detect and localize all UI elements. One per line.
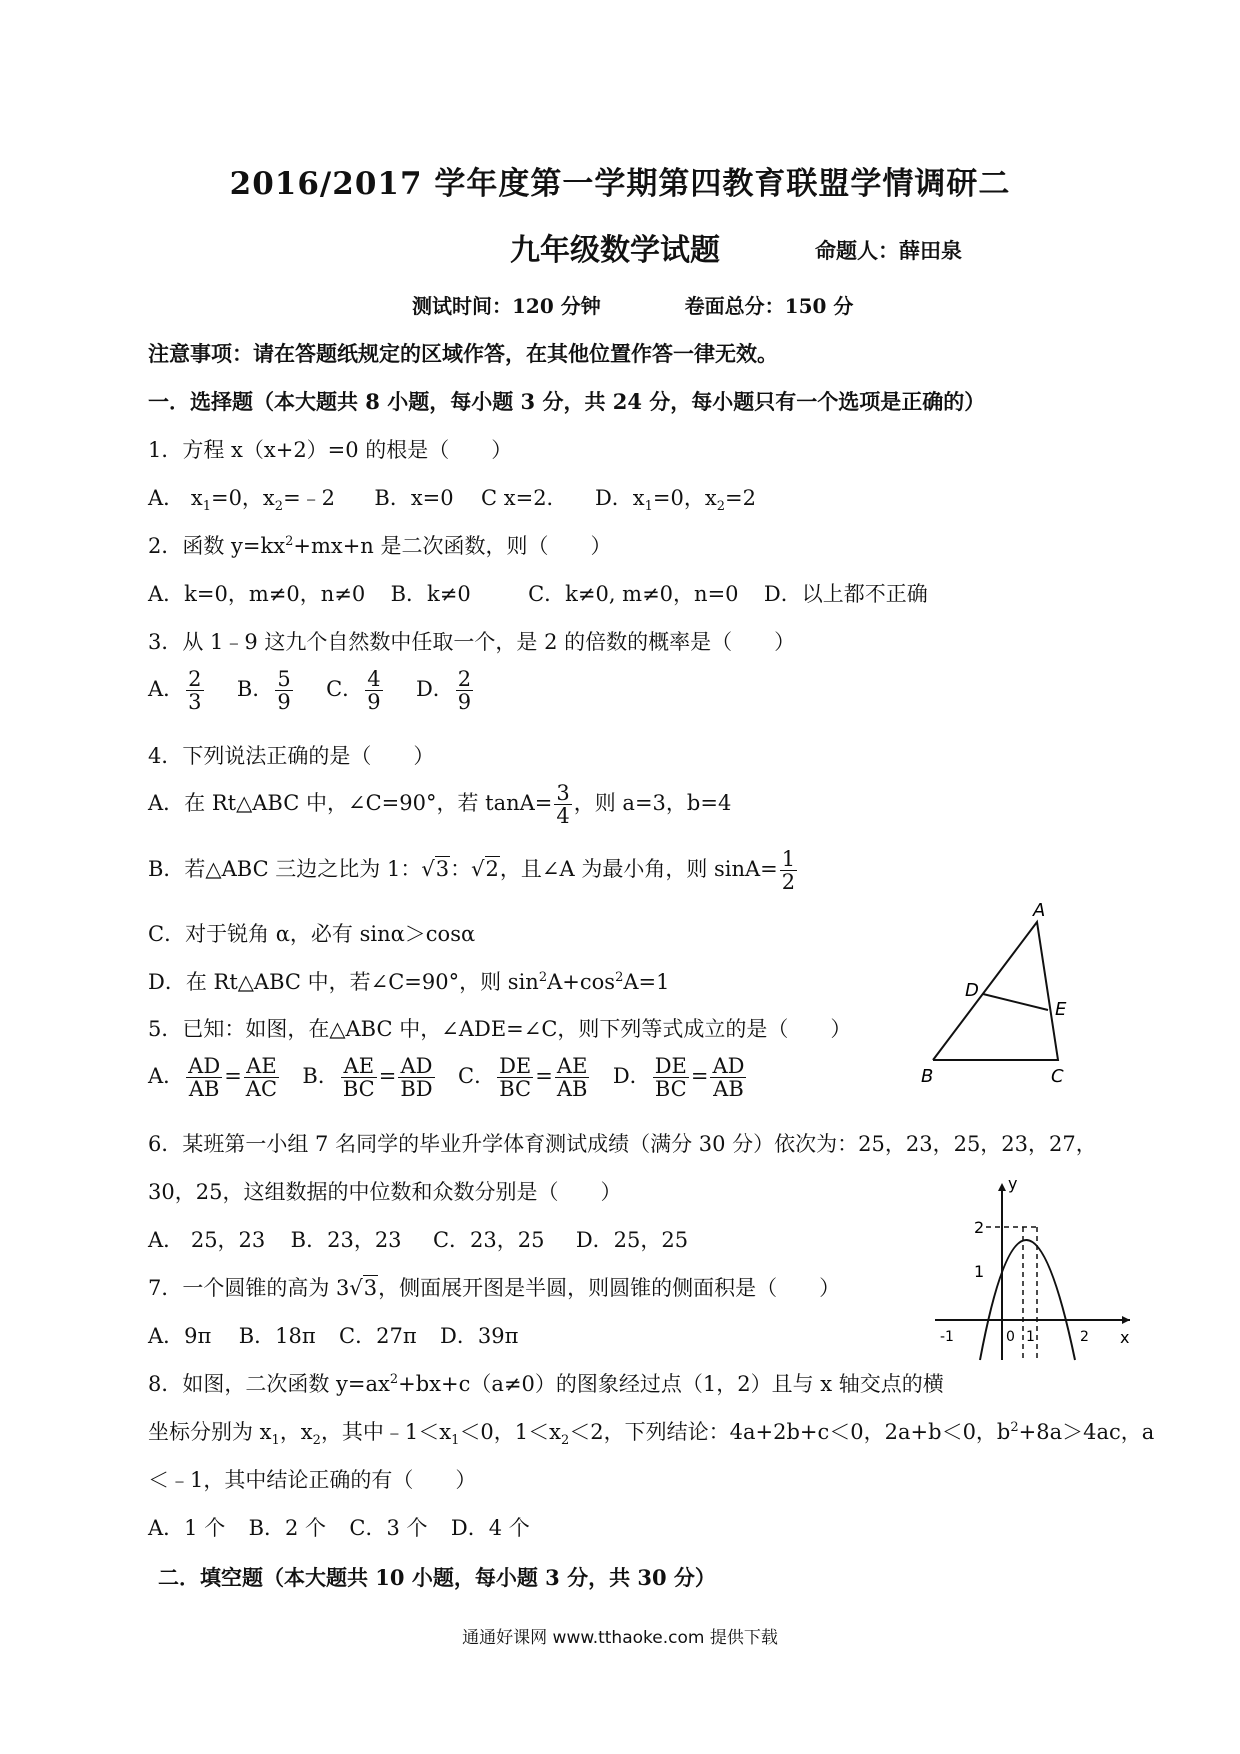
q1-option-a: A． $x_1=0$，$x_2=﹣2$ <box>148 486 336 515</box>
q1-options <box>148 482 756 514</box>
vertex-b-label: B <box>921 1066 934 1087</box>
q6-option-d: D．25，25 <box>575 1228 689 1252</box>
q8-options <box>148 1512 530 1542</box>
q7-stem: 7．一个圆锥的高为 3√3，侧面展开图是半圆，则圆锥的侧面积是（ ） <box>148 1276 841 1300</box>
q5-option-a: A． $\frac{AD}{AB}$ = $\frac{AE}{AC}$ <box>148 1054 278 1102</box>
q6-options <box>148 1224 688 1254</box>
exam-author: 命题人：薛田泉 <box>815 238 962 263</box>
q8-option-b: B．2 个 <box>248 1516 327 1540</box>
q8-option-c: C．3 个 <box>349 1516 428 1540</box>
test-score: 卷面总分：150 分 <box>684 294 854 318</box>
footer: 通通好课网 www.tthaoke.com 提供下载 <box>462 1628 778 1648</box>
q7-options <box>148 1320 518 1350</box>
q1-option-c: C x=2． <box>481 486 568 510</box>
y-axis-label: y <box>1008 1175 1018 1193</box>
triangle-figure <box>915 900 1085 1090</box>
q6-option-a: A． 25，23 <box>148 1228 266 1252</box>
q5-option-c: C． $\frac{DE}{BC}$ = $\frac{AE}{AB}$ <box>458 1054 588 1102</box>
q7-option-b: B．18π <box>238 1324 316 1348</box>
q8-line3: ＜﹣1，其中结论正确的有（ ） <box>148 1468 477 1492</box>
tick-x-2: 2 <box>1080 1329 1089 1345</box>
q4-option-b: B．若△ABC 三边之比为 1：√3：√2，且∠A 为最小角，则 sinA= $\frac{1}{2}$ <box>148 847 796 895</box>
q1-stem: 1．方程 x（x+2）=0 的根是（ ） <box>148 438 513 462</box>
exam-title: 2016/2017 学年度第一学期第四教育联盟学情调研二 <box>229 166 1011 202</box>
q5-stem: 5．已知：如图，在△ABC 中，∠ADE=∠C，则下列等式成立的是（ ） <box>148 1017 852 1041</box>
q4-option-d: D．在 Rt△ABC 中，若∠C=90°，则 $\sin^2A+\cos^2A=1$ <box>148 970 670 994</box>
q2-option-d: D．以上都不正确 <box>763 582 928 606</box>
q6-option-c: C．23，25 <box>432 1228 545 1252</box>
q2-option-b: B．k≠0 <box>390 582 471 606</box>
test-time: 测试时间：120 分钟 <box>412 294 601 318</box>
q3-stem: 3．从 1﹣9 这九个自然数中任取一个，是 2 的倍数的概率是（ ） <box>148 630 796 654</box>
q4-option-a: A．在 Rt△ABC 中，∠C=90°，若 tanA= $\frac{3}{4}$ ，则 a=3，b=4 <box>148 781 732 829</box>
q3-options <box>148 668 475 713</box>
q2-option-a: A．k=0，m≠0，n≠0 <box>148 582 366 606</box>
q7-option-c: C．27π <box>339 1324 417 1348</box>
q7-option-d: D．39π <box>440 1324 519 1348</box>
q6-line2: 30，25，这组数据的中位数和众数分别是（ ） <box>148 1180 622 1204</box>
q5-options <box>148 1055 748 1100</box>
q5-option-d: D． $\frac{DE}{BC}$ = $\frac{AD}{AB}$ <box>612 1054 745 1102</box>
test-info <box>412 290 853 319</box>
q4-option-c: C．对于锐角 α，必有 sinα＞cosα <box>148 922 476 946</box>
q8-line2: 坐标分别为 $x_1$，$x_2$，其中$﹣1<x_1<0$，$1<x_2<2$，下列结论：4a+2b+c＜0，2a+b＜0，$b^2+8a>4ac$，a <box>148 1420 1155 1449</box>
q2-options <box>148 578 928 608</box>
q6-line1: 6．某班第一小组 7 名同学的毕业升学体育测试成绩（满分 30 分）依次为：25，23，25，23，27， <box>148 1132 1097 1156</box>
notice: 注意事项：请在答题纸规定的区域作答，在其他位置作答一律无效。 <box>148 341 778 366</box>
q7-option-a: A．9π <box>148 1324 212 1348</box>
q3-option-c: C． $\frac{4}{9}$ <box>326 667 381 715</box>
q2-stem: 2．函数 $y=kx^2+mx+n$ 是二次函数，则（ ） <box>148 534 612 558</box>
exam-subtitle: 九年级数学试题 <box>510 233 720 268</box>
q2-option-c: C．k≠0, m≠0，n=0 <box>528 582 739 606</box>
q8-option-a: A．1 个 <box>148 1516 226 1540</box>
q6-option-b: B．23，23 <box>290 1228 402 1252</box>
vertex-c-label: C <box>1051 1066 1064 1087</box>
vertex-e-label: E <box>1055 999 1067 1020</box>
q8-option-d: D．4 个 <box>450 1516 530 1540</box>
parabola-figure <box>930 1175 1145 1365</box>
tick-x-0: 0 <box>1006 1329 1015 1345</box>
q5-option-b: B． $\frac{AE}{BC}$ = $\frac{AD}{BD}$ <box>302 1054 433 1102</box>
tick-x-neg1: -1 <box>940 1329 954 1345</box>
tick-x-1: 1 <box>1026 1329 1035 1345</box>
q3-option-d: D． $\frac{2}{9}$ <box>415 667 472 715</box>
q3-option-b: B． $\frac{5}{9}$ <box>236 667 291 715</box>
q1-option-d: D．$x_1=0$，$x_2=2$ <box>594 486 756 515</box>
tick-y-1: 1 <box>974 1262 985 1281</box>
section-two-heading: 二．填空题（本大题共 10 小题，每小题 3 分，共 30 分） <box>158 1565 716 1590</box>
vertex-d-label: D <box>965 980 979 1001</box>
x-axis-label: x <box>1120 1328 1130 1347</box>
tick-y-2: 2 <box>974 1218 985 1237</box>
q3-option-a: A． $\frac{2}{3}$ <box>148 667 202 715</box>
section-one-heading: 一．选择题（本大题共 8 小题，每小题 3 分，共 24 分，每小题只有一个选项是正确的） <box>148 389 986 414</box>
q4-stem: 4．下列说法正确的是（ ） <box>148 744 435 768</box>
vertex-a-label: A <box>1033 900 1046 921</box>
q1-option-b: B．x=0 <box>374 486 454 510</box>
q8-line1: 8．如图，二次函数 $y=ax^2+bx+c(a\ne 0)$的图象经过点（1，2）且与 x 轴交点的横 <box>148 1372 944 1396</box>
